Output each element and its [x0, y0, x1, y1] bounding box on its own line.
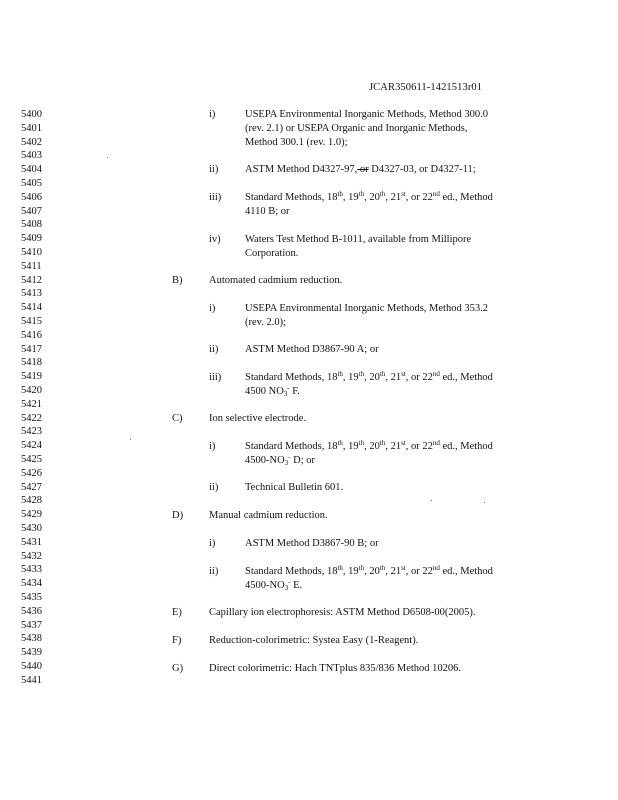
section-label: F)	[172, 635, 182, 646]
item-text: ASTM Method D3867-90 B; or	[245, 538, 379, 549]
section-heading: Capillary ion electrophoresis: ASTM Method D6508-00(2005).	[209, 607, 476, 618]
item-text: Standard Methods, 18th, 19th, 20th, 21st, or 22nd ed., Method	[245, 190, 493, 203]
scan-speck	[107, 157, 108, 158]
line-number: 5423	[21, 426, 42, 438]
item-label: iii)	[209, 372, 222, 383]
section-heading: Manual cadmium reduction.	[209, 510, 328, 521]
item-label: ii)	[209, 482, 219, 493]
line-number: 5403	[21, 150, 42, 162]
line-number: 5431	[21, 536, 42, 548]
item-label: i)	[209, 538, 216, 549]
line-number: 5418	[21, 357, 42, 369]
section-label: C)	[172, 413, 183, 424]
item-label: ii)	[209, 344, 219, 355]
item-text: Corporation.	[245, 248, 299, 259]
line-number: 5400	[21, 109, 42, 120]
line-number: 5432	[21, 550, 42, 562]
line-number: 5430	[21, 523, 42, 534]
line-number: 5412	[21, 274, 42, 286]
line-number: 5439	[21, 647, 42, 659]
line-number: 5414	[21, 302, 42, 314]
item-text: (rev. 2.1) or USEPA Organic and Inorganic Methods,	[245, 123, 468, 134]
item-label: i)	[209, 441, 216, 452]
line-number: 5433	[21, 564, 42, 576]
line-number: 5435	[21, 592, 42, 603]
line-number: 5411	[21, 260, 42, 272]
item-label: iv)	[209, 234, 221, 245]
item-text: Method 300.1 (rev. 1.0);	[245, 137, 348, 148]
section-label: D)	[172, 510, 184, 521]
section-label: B)	[172, 275, 183, 286]
item-text: USEPA Environmental Inorganic Methods, Method 353.2	[245, 303, 488, 314]
line-number: 5408	[21, 219, 42, 231]
line-number: 5409	[21, 233, 42, 245]
line-number: 5405	[21, 178, 42, 189]
item-text: ASTM Method D4327-97, or D4327-03, or D4327-11;	[245, 164, 476, 175]
line-number: 5441	[21, 674, 42, 686]
item-text: USEPA Environmental Inorganic Methods, Method 300.0	[245, 109, 488, 120]
line-number: 5429	[21, 509, 42, 521]
line-number: 5417	[21, 343, 42, 355]
line-number: 5438	[21, 633, 42, 645]
item-text: Waters Test Method B-1011, available from Millipore	[245, 234, 472, 245]
line-number: 5437	[21, 619, 42, 631]
section-heading: Ion selective electrode.	[209, 413, 307, 424]
line-number: 5416	[21, 329, 42, 341]
section-heading: Reduction-colorimetric: Systea Easy (1-Reagent).	[209, 635, 419, 646]
section-heading: Automated cadmium reduction.	[209, 275, 343, 286]
item-text: $4500-NO_3^-$ E.	[245, 578, 303, 592]
item-text: Standard Methods, 18th, 19th, 20th, 21st, or 22nd ed., Method	[245, 370, 493, 383]
item-label: i)	[209, 303, 216, 314]
line-number: 5436	[21, 605, 42, 617]
item-label: iii)	[209, 192, 222, 203]
item-label: ii)	[209, 164, 219, 175]
section-label: E)	[172, 607, 182, 618]
item-text: Standard Methods, 18th, 19th, 20th, 21st, or 22nd ed., Method	[245, 439, 493, 452]
line-number: 5420	[21, 385, 42, 396]
line-number: 5413	[21, 288, 42, 300]
line-number: 5410	[21, 247, 42, 258]
line-number: 5421	[21, 398, 42, 410]
item-text: $4500-NO_3^-$ D; or	[245, 453, 316, 467]
item-text: Standard Methods, 18th, 19th, 20th, 21st, or 22nd ed., Method	[245, 564, 493, 577]
section-heading: Direct colorimetric: Hach TNTplus 835/836 Method 10206.	[209, 663, 462, 674]
item-label: ii)	[209, 566, 219, 577]
line-number: 5426	[21, 467, 42, 479]
line-number: 5415	[21, 316, 42, 327]
line-number: 5424	[21, 440, 42, 452]
line-number: 5434	[21, 578, 42, 590]
line-number: 5419	[21, 371, 42, 383]
line-number: 5425	[21, 454, 42, 465]
item-label: i)	[209, 109, 216, 120]
line-number: 5422	[21, 412, 42, 424]
document-id: JCAR350611-1421513r01	[369, 82, 483, 93]
line-number: 5404	[21, 164, 42, 176]
scan-speck	[130, 439, 131, 440]
item-text: 4110 B; or	[245, 206, 290, 217]
line-number: 5427	[21, 481, 42, 493]
section-label: G)	[172, 663, 184, 674]
item-text: (rev. 2.0);	[245, 317, 287, 328]
item-text: Technical Bulletin 601.	[245, 482, 344, 493]
struck-text: or	[357, 164, 369, 175]
line-number: 5440	[21, 661, 42, 672]
line-number: 5407	[21, 205, 42, 217]
line-number: 5428	[21, 495, 42, 507]
item-text: 4500 $NO_3^-$ F.	[245, 384, 300, 398]
line-number: 5402	[21, 136, 42, 148]
line-number: 5406	[21, 191, 42, 203]
scan-speck	[484, 502, 485, 503]
item-text: ASTM Method D3867-90 A; or	[245, 344, 379, 355]
scan-speck	[431, 500, 432, 501]
line-number: 5401	[21, 122, 42, 134]
